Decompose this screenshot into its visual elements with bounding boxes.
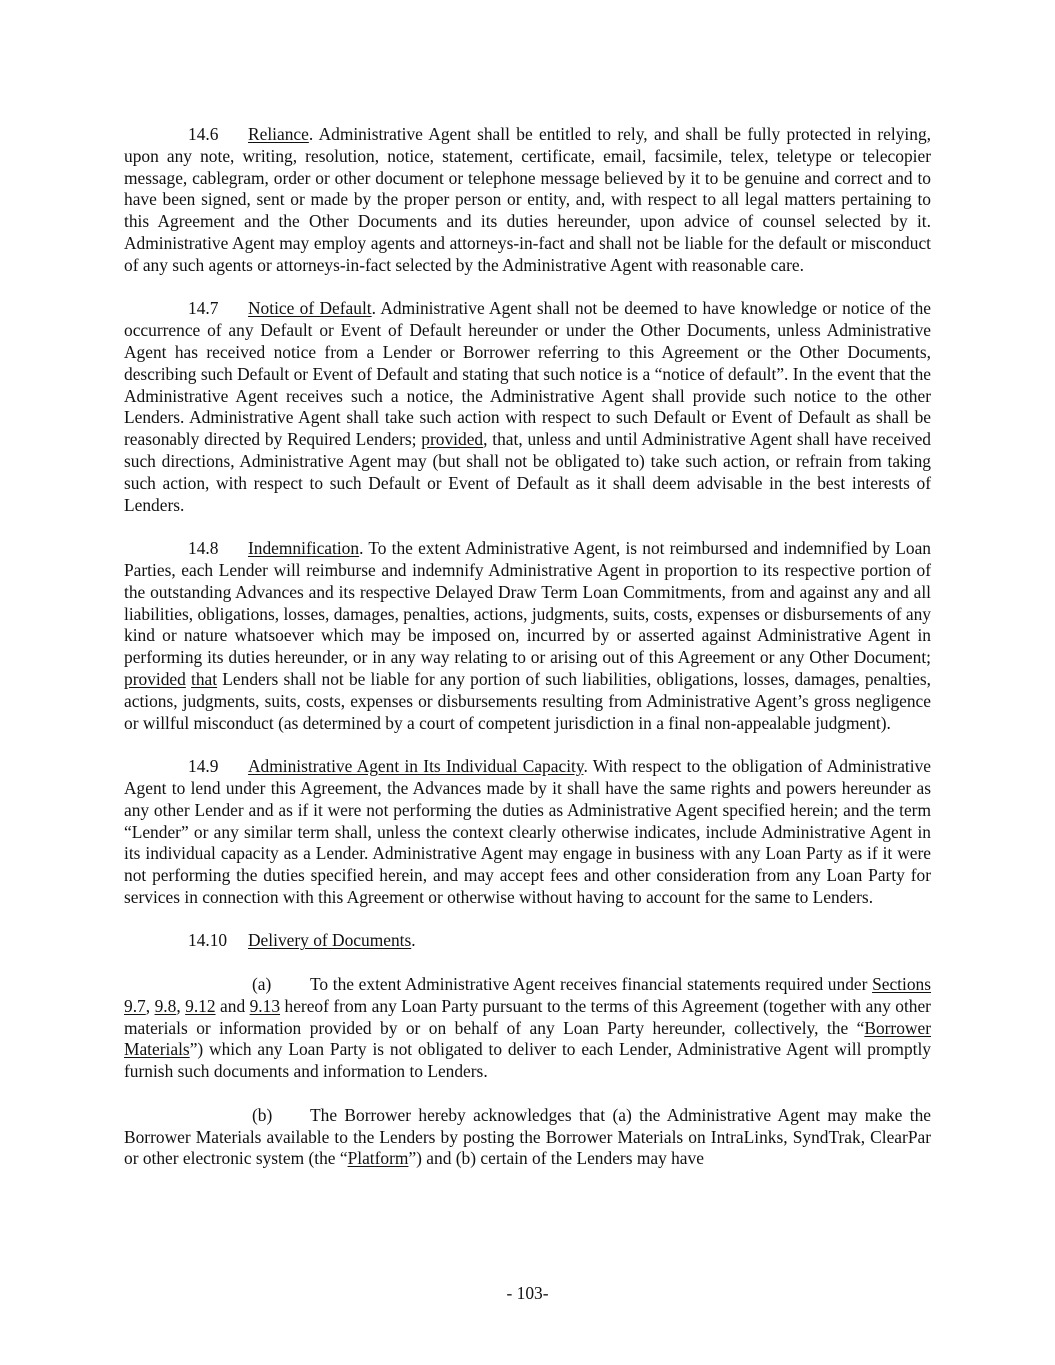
- subsection-body: The Borrower hereby acknowledges that (a) the Administrative Agent may make the Borrower Materials available to the Lenders by posting the Borrower Materials on IntraLinks, SyndTrak, ClearPar or other electronic system (the “: [124, 1104, 931, 1169]
- separator: ,: [145, 995, 155, 1016]
- section-14-8: [124, 538, 931, 734]
- subsection-label: (a): [252, 974, 272, 995]
- section-14-10: [124, 930, 931, 952]
- defined-term: Platform: [347, 1148, 409, 1169]
- subsection-body: hereof from any Loan Party pursuant to the terms of this Agreement (together with any other materials or information provided by or on behalf of any Loan Party hereunder, collectively, the “: [124, 995, 931, 1038]
- provided-term: provided: [421, 429, 484, 450]
- section-body: Lenders shall not be liable for any portion of such liabilities, obligations, losses, damages, penalties, actions, judgments, suits, costs, expenses or disbursements resulting from Administrative Agent’s gross negligence or willful misconduct (as determined by a court of competent jurisdiction in a final non-appealable judgment).: [124, 668, 931, 733]
- separator: and: [215, 995, 250, 1016]
- section-body: . Administrative Agent shall be entitled to rely, and shall be fully protected in relying, upon any note, writing, resolution, notice, statement, certificate, email, facsimile, telex, teletype or telecopier message, cablegram, order or other document or telephone message believed by it to be genuine and correct and to have been signed, sent or made by the proper person or entity, and, with respect to all legal matters pertaining to this Agreement and the Other Documents and its duties hereunder, upon advice of counsel selected by it. Administrative Agent may employ agents and attorneys-in-fact and shall not be liable for the default or misconduct of any such agents or attorneys-in-fact selected by the Administrative Agent with reasonable care.: [124, 124, 931, 275]
- section-number: 14.9: [188, 756, 219, 777]
- section-heading: Notice of Default: [248, 298, 372, 319]
- that-term: that: [191, 668, 218, 689]
- subsection-label: (b): [252, 1104, 273, 1125]
- defined-term: Borrower Materials: [124, 1017, 931, 1060]
- subsection-a: [124, 974, 931, 1083]
- section-reference: 9.12: [185, 995, 216, 1016]
- section-body: . To the extent Administrative Agent, is not reimbursed and indemnified by Loan Parties, each Lender will reimburse and indemnify Administrative Agent in proportion to its respective portion of the outstanding Advances and its respective Delayed Draw Term Loan Commitments, from and against any and all liabilities, obligations, losses, damages, penalties, actions, judgments, suits, costs, expenses or disbursements of any kind or nature whatsoever which may be imposed on, incurred by or asserted against Administrative Agent in performing its duties hereunder, or in any way relating to or arising out of this Agreement or any Other Document;: [124, 538, 931, 668]
- document-page: [124, 124, 931, 1192]
- section-heading: Reliance: [248, 124, 309, 144]
- section-14-7: [124, 298, 931, 516]
- section-reference: 9.13: [249, 995, 281, 1016]
- separator: ,: [176, 995, 186, 1016]
- section-number: 14.7: [188, 298, 219, 319]
- section-body: . With respect to the obligation of Administrative Agent to lend under this Agreement, the Advances made by it shall have the same rights and powers hereunder as any other Lender and as if it were not performing the duties as Administrative Agent specified herein; and the term “Lender” or any similar term shall, unless the context clearly otherwise indicates, include Administrative Agent in its individual capacity as a Lender. Administrative Agent may engage in business with any Loan Party as if it were not performing the duties specified herein, and may accept fees and other consideration from any Loan Party for services in connection with this Agreement or otherwise without having to account for the same to Lenders.: [124, 756, 932, 907]
- section-heading: Delivery of Documents: [248, 930, 412, 951]
- subsection-body: ”) and (b) certain of the Lenders may have: [408, 1148, 704, 1169]
- section-heading: Indemnification: [248, 538, 360, 559]
- subsection-body: ”) which any Loan Party is not obligated to deliver to each Lender, Administrative Agent will promptly furnish such documents and information to Lenders.: [124, 1039, 931, 1082]
- section-body: , that, unless and until Administrative Agent shall have received such directions, Administrative Agent may (but shall not be obligated to) take such action, or refrain from taking such action, with respect to such Default or Event of Default as it shall deem advisable in the best interests of Lenders.: [124, 429, 932, 515]
- section-reference: 9.8: [154, 995, 177, 1016]
- provided-term: provided: [124, 668, 186, 689]
- page-number: - 103-: [506, 1283, 549, 1303]
- section-number: 14.10: [188, 930, 228, 951]
- section-number: 14.6: [188, 124, 219, 144]
- section-heading: Administrative Agent in Its Individual Capacity: [248, 756, 584, 777]
- section-14-9: [124, 756, 931, 909]
- section-reference: Sections 9.7: [124, 974, 931, 1016]
- section-number: 14.8: [188, 538, 219, 559]
- section-heading-period: .: [411, 930, 416, 951]
- subsection-body: To the extent Administrative Agent receives financial statements required under: [310, 974, 873, 995]
- subsection-b: [124, 1105, 931, 1170]
- section-body: . Administrative Agent shall not be deemed to have knowledge or notice of the occurrence of any Default or Event of Default hereunder or under the Other Documents, unless Administrative Agent has received notice from a Lender or Borrower referring to this Agreement or the Other Documents, describing such Default or Event of Default and stating that such notice is a “notice of default”. In the event that the Administrative Agent receives such a notice, the Administrative Agent shall provide such notice to the other Lenders. Administrative Agent shall take such action with respect to such Default or Event of Default as shall be reasonably directed by Required Lenders;: [124, 298, 932, 450]
- section-14-6: [124, 124, 931, 277]
